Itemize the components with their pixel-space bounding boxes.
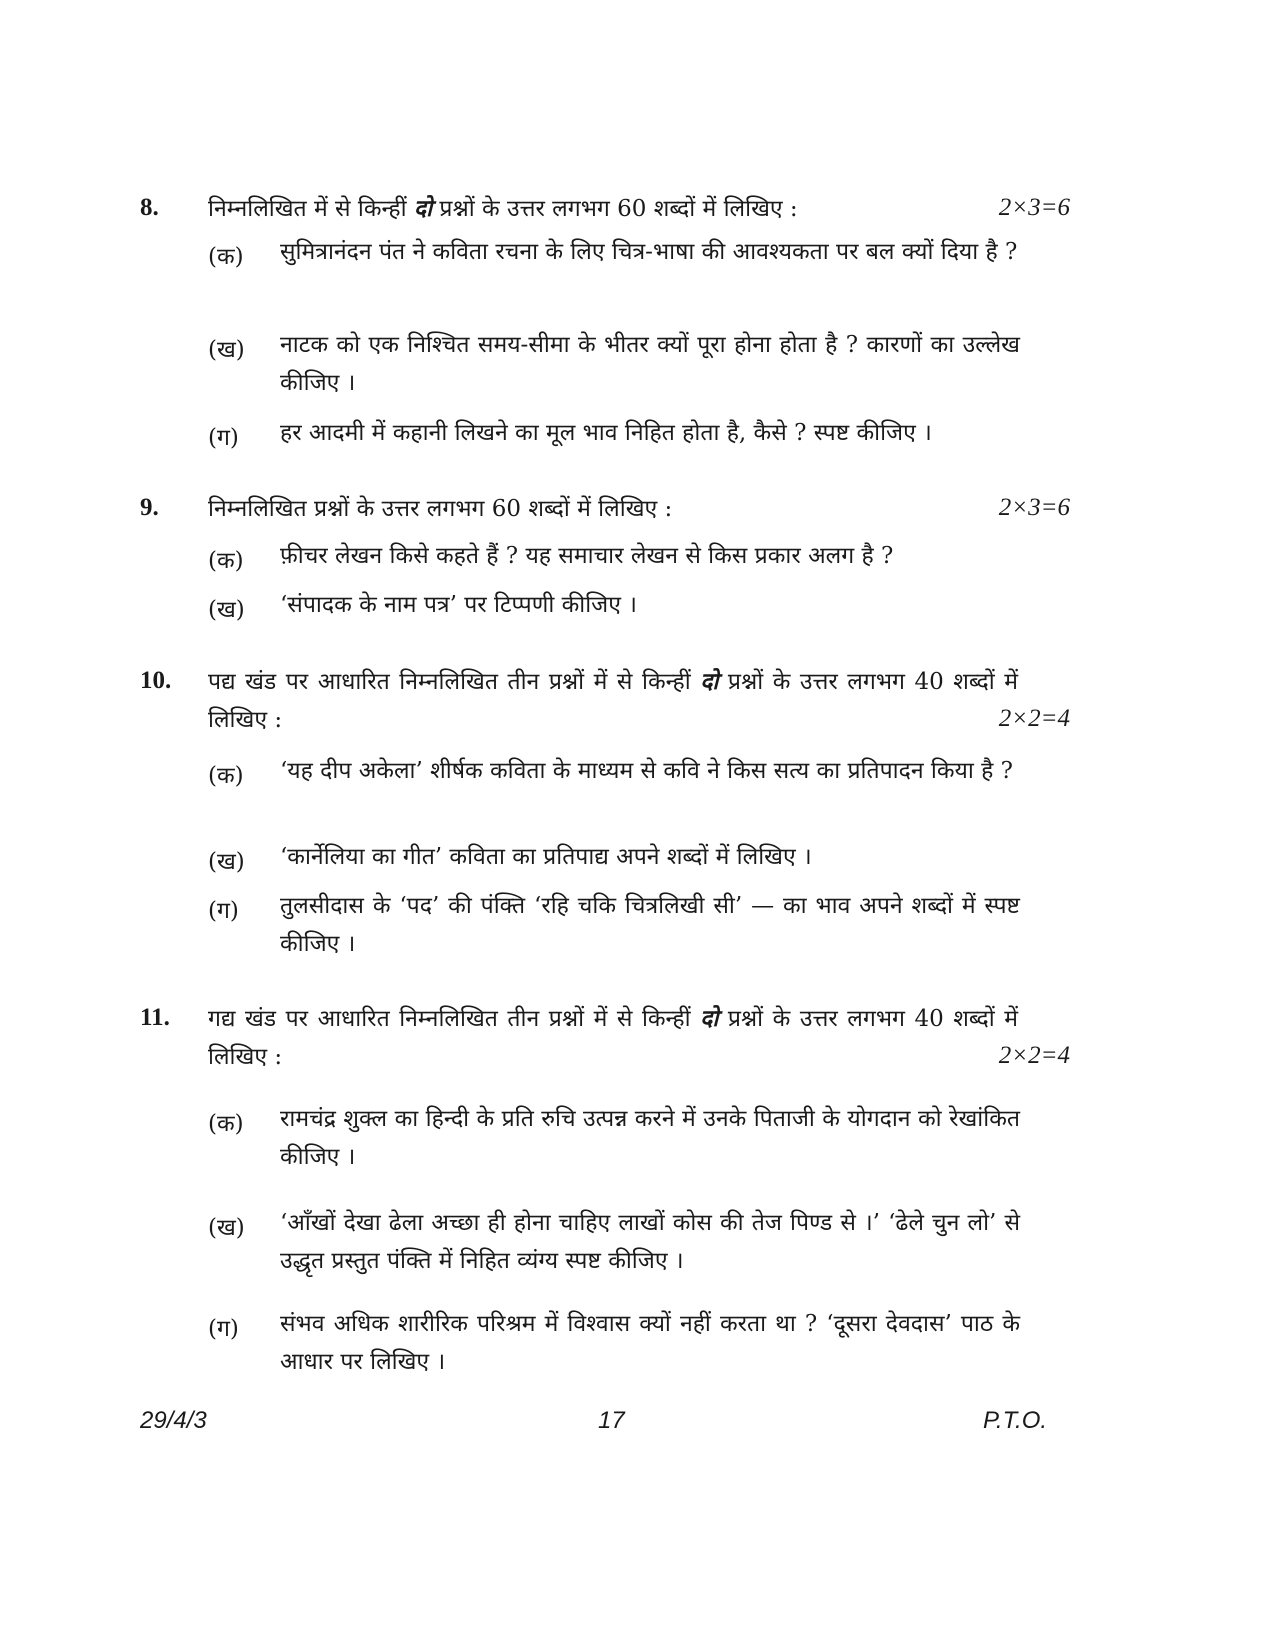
part-text: ‘संपादक के नाम पत्र’ पर टिप्पणी कीजिए । [280, 592, 637, 618]
paper-code: 29/4/3 [140, 1407, 207, 1434]
part-label: (ख) [208, 337, 245, 363]
emphasis-word: दो [700, 1005, 719, 1032]
part-text: रामचंद्र शुक्ल का हिन्दी के प्रति रुचि उत्पन्न करने में उनके पिताजी के योगदान को रेखांकित कीजिए । [280, 1106, 1020, 1170]
part-text: ‘यह दीप अकेला’ शीर्षक कविता के माध्यम से कवि ने किस सत्य का प्रतिपादन किया है ? [280, 758, 1014, 784]
question-text: पद्य खंड पर आधारित निम्नलिखित तीन प्रश्नों में से किन्हीं दो प्रश्नों के उत्तर लगभग 40 शब्दों में लिखिए : [208, 668, 1019, 733]
question-number: 9. [140, 494, 159, 521]
question-number: 8. [140, 194, 159, 221]
part-label: (ख) [208, 849, 245, 875]
part-label: (क) [208, 548, 244, 574]
part-text: ‘कार्नेलिया का गीत’ कविता का प्रतिपाद्य अपने शब्दों में लिखिए । [280, 844, 812, 870]
pto-label: P.T.O. [983, 1407, 1048, 1434]
question-number: 10. [140, 667, 172, 694]
part-text: तुलसीदास के ‘पद’ की पंक्ति ‘रहि चकि चित्रलिखी सी’ — का भाव अपने शब्दों में स्पष्ट कीजिए । [280, 893, 1020, 957]
part-text: नाटक को एक निश्चित समय-सीमा के भीतर क्यों पूरा होना होता है ? कारणों का उल्लेख कीजिए । [280, 332, 1020, 396]
question-text: निम्नलिखित प्रश्नों के उत्तर लगभग 60 शब्दों में लिखिए : [208, 496, 673, 522]
part-label: (क) [208, 1111, 244, 1137]
part-label: (ग) [208, 1316, 239, 1342]
part-label: (ख) [208, 1215, 245, 1241]
emphasis-word: दो [413, 195, 433, 222]
question-text: निम्नलिखित में से किन्हीं दो प्रश्नों के उत्तर लगभग 60 शब्दों में लिखिए : [208, 195, 798, 222]
marks: 2×3=6 [998, 194, 1070, 221]
part-label: (क) [208, 244, 244, 270]
marks: 2×2=4 [998, 705, 1070, 732]
part-label: (ख) [208, 597, 245, 623]
marks: 2×2=4 [998, 1042, 1070, 1069]
part-label: (ग) [208, 425, 239, 451]
question-text: गद्य खंड पर आधारित निम्नलिखित तीन प्रश्नों में से किन्हीं दो प्रश्नों के उत्तर लगभग 40 शब्दों में लिखिए : [208, 1005, 1019, 1070]
page-number: 17 [598, 1407, 625, 1434]
part-label: (ग) [208, 898, 239, 924]
part-text: फ़ीचर लेखन किसे कहते हैं ? यह समाचार लेखन से किस प्रकार अलग है ? [280, 543, 894, 569]
question-number: 11. [140, 1004, 170, 1031]
emphasis-word: दो [700, 668, 719, 695]
part-text: हर आदमी में कहानी लिखने का मूल भाव निहित होता है, कैसे ? स्पष्ट कीजिए । [280, 420, 932, 446]
part-text: सुमित्रानंदन पंत ने कविता रचना के लिए चित्र-भाषा की आवश्यकता पर बल क्यों दिया है ? [280, 239, 1018, 265]
part-text: संभव अधिक शारीरिक परिश्रम में विश्वास क्यों नहीं करता था ? ‘दूसरा देवदास’ पाठ के आधार पर लिखिए । [280, 1311, 1020, 1375]
marks: 2×3=6 [998, 494, 1070, 521]
part-text: ‘आँखों देखा ढेला अच्छा ही होना चाहिए लाखों कोस की तेज पिण्ड से ।’ ‘ढेले चुन लो’ से उद्धृत प्रस्तुत पंक्ति में निहित व्यंग्य स्पष्ट कीजिए । [280, 1210, 1020, 1274]
part-label: (क) [208, 763, 244, 789]
